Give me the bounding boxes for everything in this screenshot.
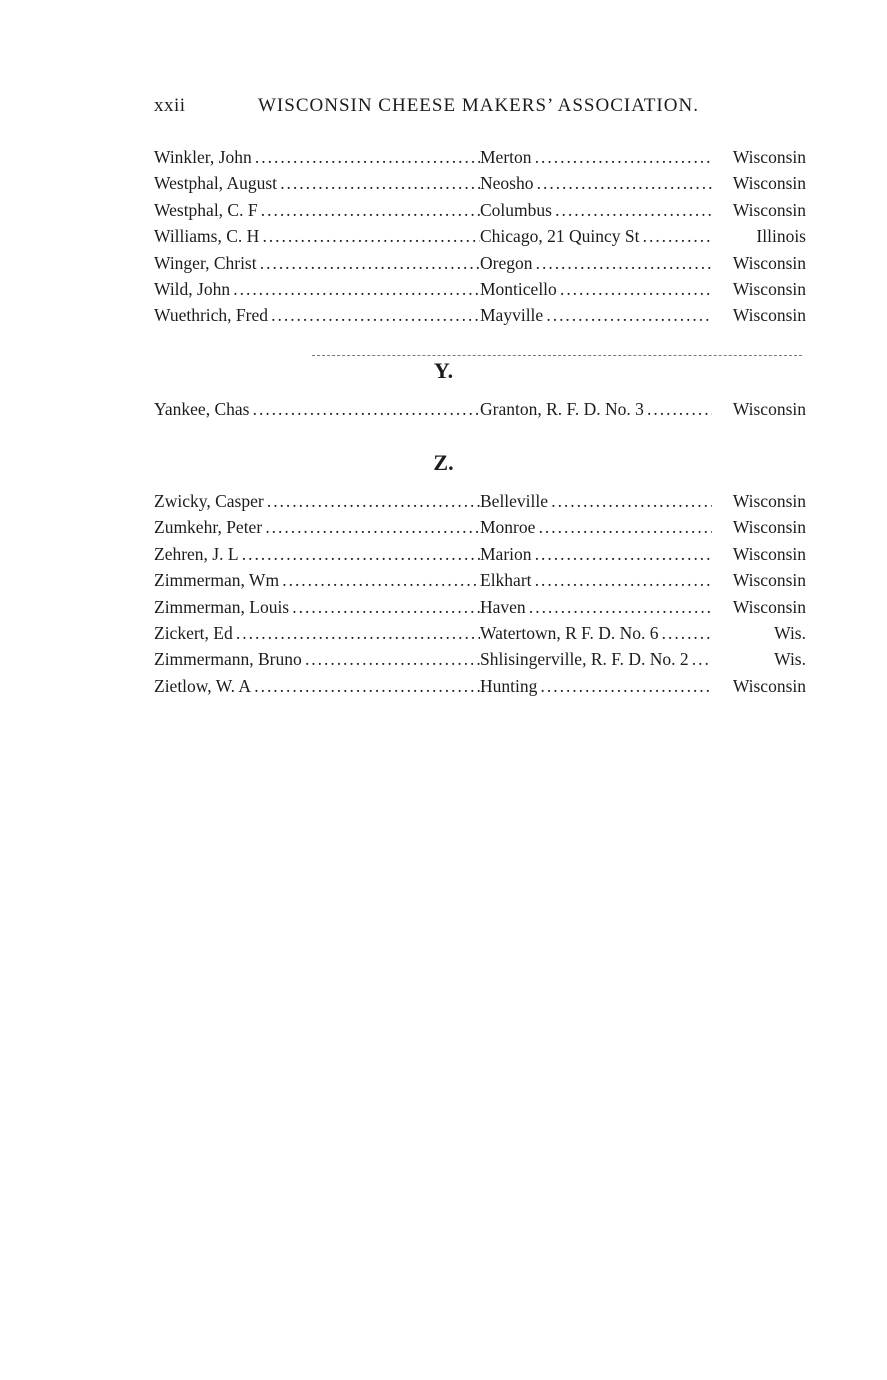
entry-name: Williams, C. H . . . xyxy=(154,223,480,249)
directory-entry xyxy=(150,302,806,328)
entry-state: Wisconsin xyxy=(731,302,806,328)
directory-entry xyxy=(150,276,806,302)
entry-town: Oregon . . . xyxy=(480,250,712,276)
entry-name: Winger, Christ . . . xyxy=(154,250,480,276)
entry-state: Wis. xyxy=(772,646,806,672)
section-heading-y: Y. xyxy=(433,358,454,383)
entry-name: Zickert, Ed . . . xyxy=(154,620,480,646)
entry-name: Westphal, August . . . xyxy=(154,170,480,196)
page-number: xxii xyxy=(154,95,186,116)
running-title: WISCONSIN CHEESE MAKERS’ ASSOCIATION. xyxy=(258,95,699,116)
directory-entry xyxy=(150,223,806,249)
entry-name: Westphal, C. F . . . xyxy=(154,197,480,223)
directory-entry xyxy=(150,567,806,593)
entry-town: Shlisingerville, R. F. D. No. 2 . . . xyxy=(480,646,712,672)
entry-town: Granton, R. F. D. No. 3 . . . xyxy=(480,396,712,422)
directory-entry xyxy=(150,396,806,422)
entry-name: Wild, John . . . xyxy=(154,276,480,302)
directory-entry xyxy=(150,144,806,170)
directory-entry xyxy=(150,594,806,620)
directory-entry xyxy=(150,514,806,540)
entry-state: Wisconsin xyxy=(731,514,806,540)
section-y xyxy=(150,396,806,422)
directory-entry xyxy=(150,488,806,514)
entry-name: Zehren, J. L . . . xyxy=(154,541,480,567)
entry-name: Yankee, Chas . . . xyxy=(154,396,480,422)
page-header xyxy=(154,95,824,123)
entry-state: Wisconsin xyxy=(731,488,806,514)
entry-name: Zimmerman, Louis . . . xyxy=(154,594,480,620)
section-divider xyxy=(312,355,802,356)
directory-entry xyxy=(150,170,806,196)
entry-town: Chicago, 21 Quincy St . . . xyxy=(480,223,712,249)
entry-state: Wisconsin xyxy=(731,673,806,699)
entry-state: Wisconsin xyxy=(731,276,806,302)
entry-state: Wisconsin xyxy=(731,594,806,620)
entry-state: Illinois xyxy=(754,223,806,249)
entry-state: Wisconsin xyxy=(731,396,806,422)
section-z xyxy=(150,488,806,699)
entry-name: Winkler, John . . . xyxy=(154,144,480,170)
entry-town: Elkhart . . . xyxy=(480,567,712,593)
entry-town: Mayville . . . xyxy=(480,302,712,328)
entry-town: Marion . . . xyxy=(480,541,712,567)
directory-entry xyxy=(150,620,806,646)
entry-state: Wisconsin xyxy=(731,170,806,196)
entry-town: Hunting . . . xyxy=(480,673,712,699)
entry-state: Wis. xyxy=(772,620,806,646)
entry-name: Wuethrich, Fred . . . xyxy=(154,302,480,328)
entry-state: Wisconsin xyxy=(731,567,806,593)
directory-entry xyxy=(150,197,806,223)
entry-town: Belleville . . . xyxy=(480,488,712,514)
directory-entry xyxy=(150,646,806,672)
entry-town: Haven . . . xyxy=(480,594,712,620)
section-w xyxy=(150,144,806,329)
section-heading-z: Z. xyxy=(433,450,454,475)
entry-town: Columbus . . . xyxy=(480,197,712,223)
entry-name: Zimmerman, Wm . . . xyxy=(154,567,480,593)
entry-name: Zietlow, W. A . . . xyxy=(154,673,480,699)
entry-town: Merton . . . xyxy=(480,144,712,170)
entry-name: Zimmermann, Bruno . . . xyxy=(154,646,480,672)
entry-name: Zwicky, Casper . . . xyxy=(154,488,480,514)
directory-entry xyxy=(150,250,806,276)
entry-town: Neosho . . . xyxy=(480,170,712,196)
entry-state: Wisconsin xyxy=(731,250,806,276)
entry-state: Wisconsin xyxy=(731,144,806,170)
entry-town: Monroe . . . xyxy=(480,514,712,540)
entry-state: Wisconsin xyxy=(731,197,806,223)
entry-town: Monticello . . . xyxy=(480,276,712,302)
entry-state: Wisconsin xyxy=(731,541,806,567)
directory-entry xyxy=(150,541,806,567)
entry-town: Watertown, R F. D. No. 6 . . . xyxy=(480,620,712,646)
entry-name: Zumkehr, Peter . . . xyxy=(154,514,480,540)
directory-entry xyxy=(150,673,806,699)
